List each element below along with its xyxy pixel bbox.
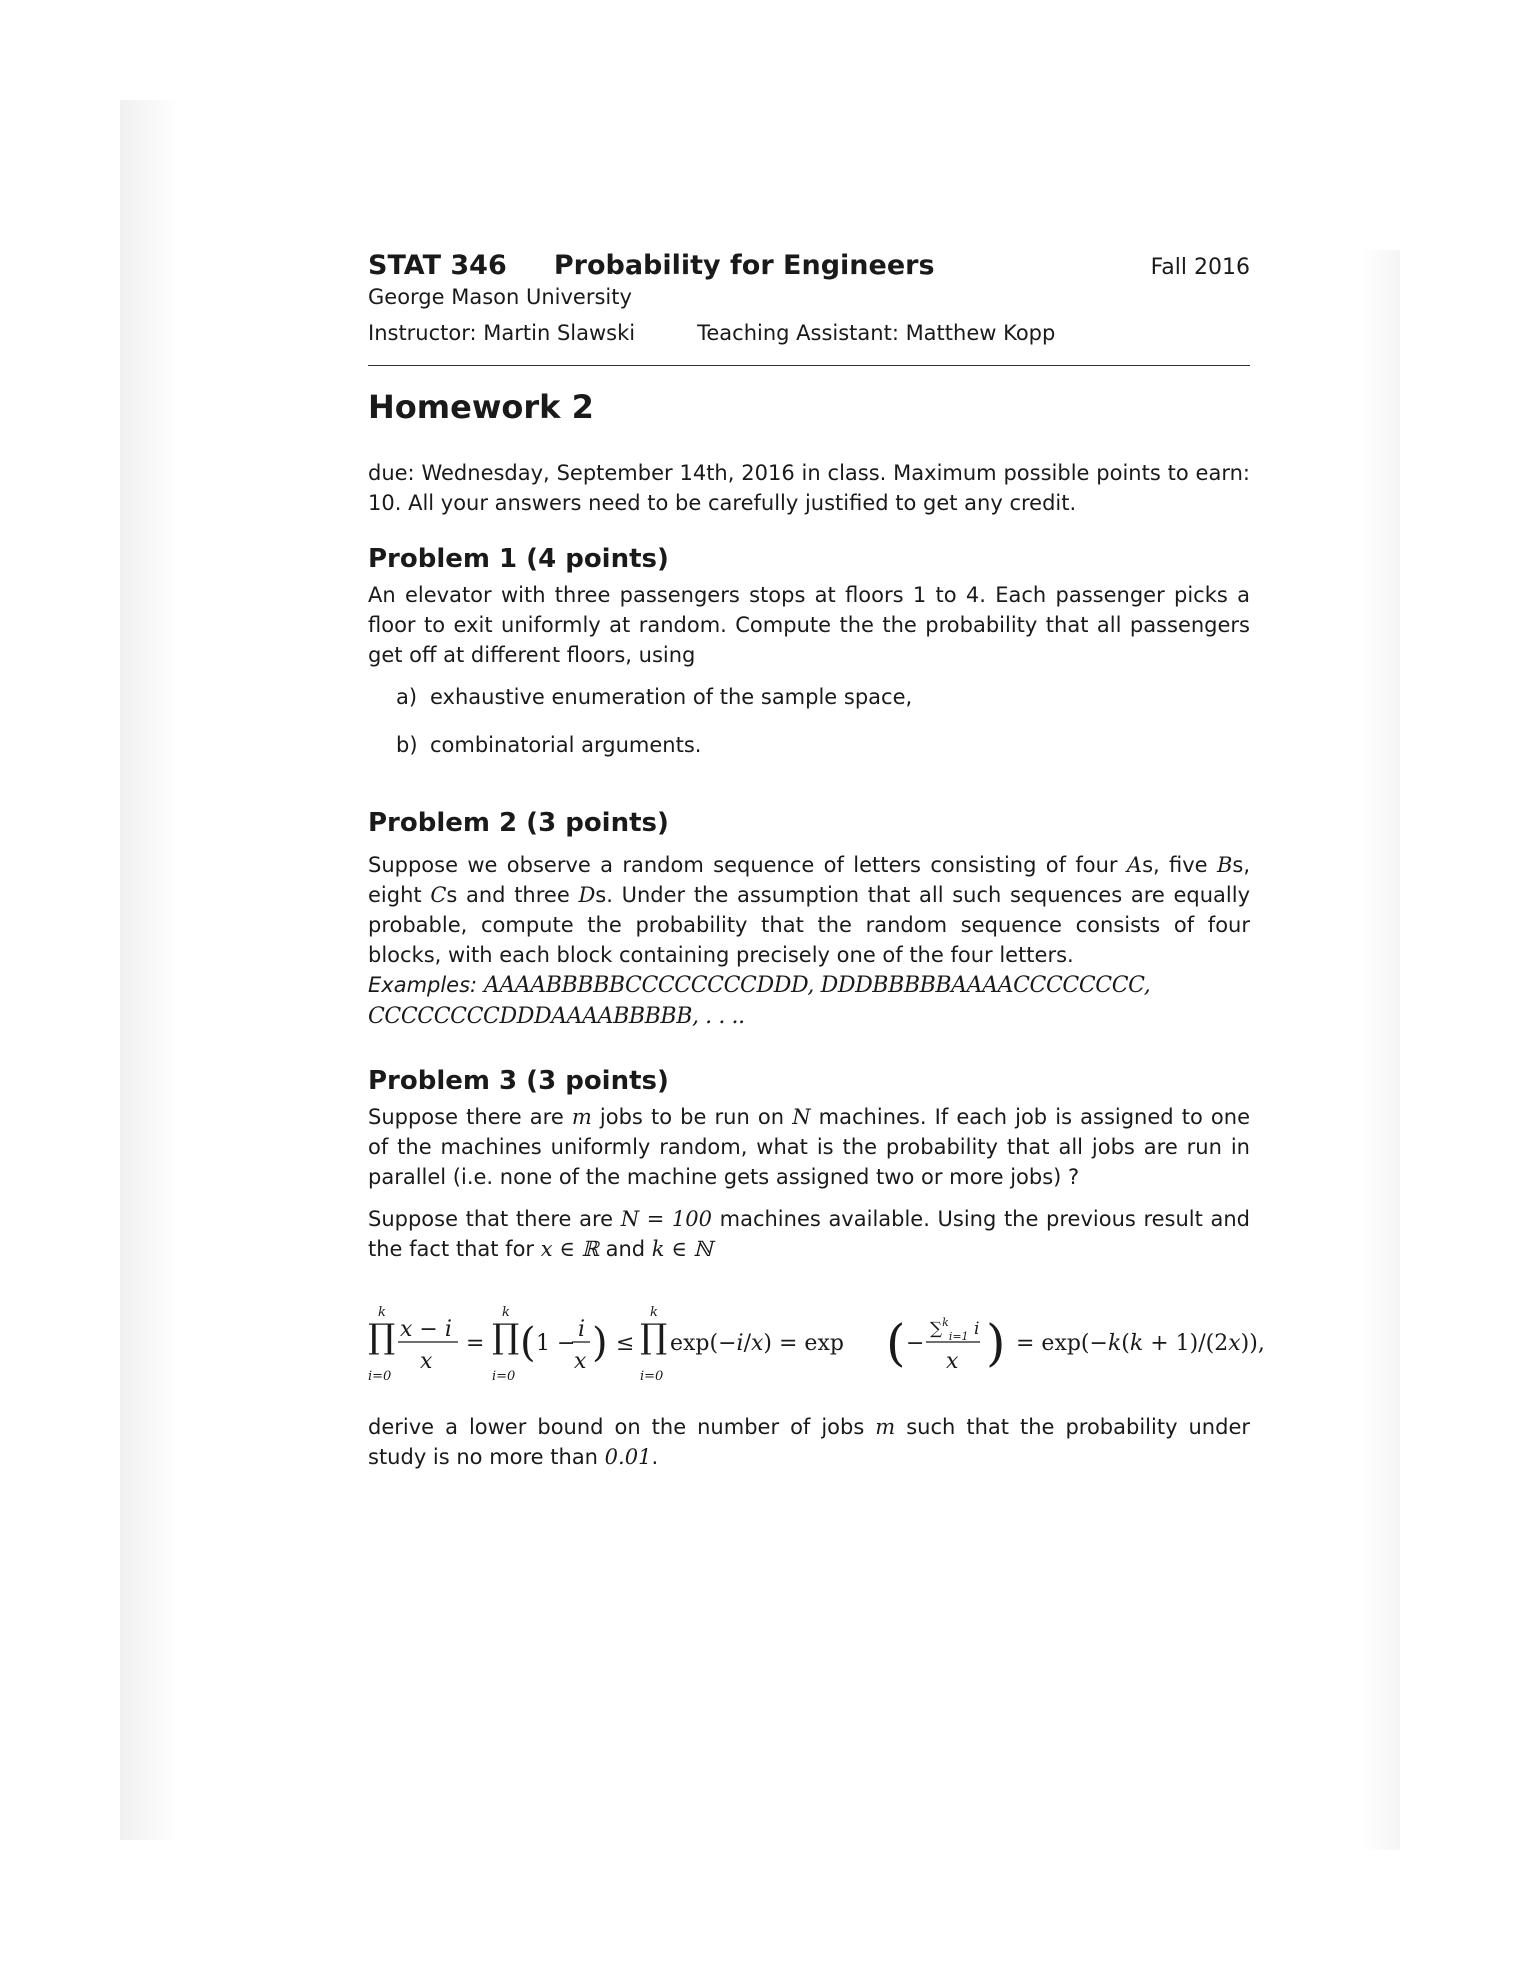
svg-text:∑ki=1 i: ∑$^k_{i=1}$ i [930, 1316, 980, 1343]
instructor: Instructor: Martin Slawski [368, 321, 636, 345]
svg-text:(: ( [886, 1314, 906, 1372]
svg-text:−: − [906, 1331, 925, 1356]
svg-text:1 −: 1 − [536, 1331, 576, 1356]
problem-3-question: derive a lower bound on the number of jobs m such that the probability under study is no more than 0.01. [368, 1415, 1251, 1469]
svg-text:= exp(−k(k + 1)/(2x)),: = exp(−k(k + 1)/(2x)), [1016, 1331, 1265, 1356]
svg-text:∏: ∏ [492, 1317, 520, 1357]
product-bound-formula [368, 1304, 1265, 1384]
problem-2-examples [368, 970, 1250, 1032]
problem-3-setup: Suppose that there are N = 100 machines available. Using the previous result and the fact that for x ∈ ℝ and k ∈ ℕ [368, 1207, 1250, 1261]
svg-text:k: k [378, 1305, 386, 1320]
problem-2-title: Problem 2 (3 points) [368, 808, 669, 838]
svg-text:(: ( [520, 1320, 536, 1366]
divider [368, 365, 1250, 366]
svg-text:i=0: i=0 [368, 1369, 392, 1384]
due-text: due: Wednesday, September 14th, 2016 in class. Maximum possible points to earn: 10. All your answers need to be carefully justified to get any credit. [368, 461, 1250, 515]
svg-text:x: x [420, 1349, 433, 1374]
svg-text:≤: ≤ [616, 1331, 635, 1356]
svg-text:i=0: i=0 [640, 1369, 664, 1384]
teaching-assistant: Teaching Assistant: Matthew Kopp [697, 321, 1056, 345]
svg-text:x: x [574, 1349, 587, 1374]
examples-label: Examples: [368, 973, 478, 997]
svg-text:x: x [946, 1349, 959, 1374]
university: George Mason University [368, 285, 632, 309]
problem-1-title: Problem 1 (4 points) [368, 544, 669, 574]
course-title: Probability for Engineers [553, 250, 935, 281]
homework-page [368, 250, 1265, 1472]
svg-text:=: = [466, 1331, 485, 1356]
item-label: a) [396, 685, 418, 709]
examples-sequences: AAAABBBBBCCCCCCCCDDD, DDDBBBBBAAAACCCCCCCC, CCCCCCCCDDDAAAABBBBB, . . .. [368, 973, 1151, 1029]
svg-text:): ) [986, 1314, 1006, 1372]
term: Fall 2016 [1150, 255, 1250, 280]
course-header [368, 250, 1250, 281]
item-text: exhaustive enumeration of the sample space, [430, 685, 913, 709]
problem-1-items [396, 682, 1250, 760]
scan-shadow [1360, 250, 1400, 1850]
list-item [396, 730, 1250, 760]
svg-text:exp(−i/x) = exp: exp(−i/x) = exp [670, 1331, 844, 1356]
svg-text:x − i: x − i [400, 1317, 452, 1342]
course-code: STAT 346 [368, 250, 507, 281]
item-text: combinatorial arguments. [430, 733, 702, 757]
item-label: b) [396, 733, 418, 757]
svg-text:k: k [502, 1305, 510, 1320]
svg-text:∏: ∏ [640, 1317, 668, 1357]
svg-text:): ) [592, 1320, 608, 1366]
staff-line [368, 321, 1250, 345]
problem-3-title: Problem 3 (3 points) [368, 1066, 669, 1096]
svg-text:∏: ∏ [368, 1317, 396, 1357]
list-item [396, 682, 1250, 712]
problem-3-text: Suppose there are m jobs to be run on N machines. If each job is assigned to one of the machines uniformly random, what is the probability that all jobs are run in parallel (i.e. none of the machine gets assigned two or more jobs) ? [368, 1105, 1250, 1189]
svg-text:i: i [578, 1317, 586, 1342]
svg-text:k: k [650, 1305, 658, 1320]
homework-title: Homework 2 [368, 388, 594, 426]
problem-2-text: Suppose we observe a random sequence of letters consisting of four As, five Bs, eight Cs and three Ds. Under the assumption that all such sequences are equally probable, compute the probability that the random sequence consists of four blocks, with each block containing precisely one of the four letters. [368, 853, 1250, 967]
scan-shadow [120, 100, 180, 1840]
svg-text:i=0: i=0 [492, 1369, 516, 1384]
problem-1-text: An elevator with three passengers stops at floors 1 to 4. Each passenger picks a floor to exit uniformly at random. Compute the the probability that all passengers get off at different floors, using [368, 583, 1250, 667]
